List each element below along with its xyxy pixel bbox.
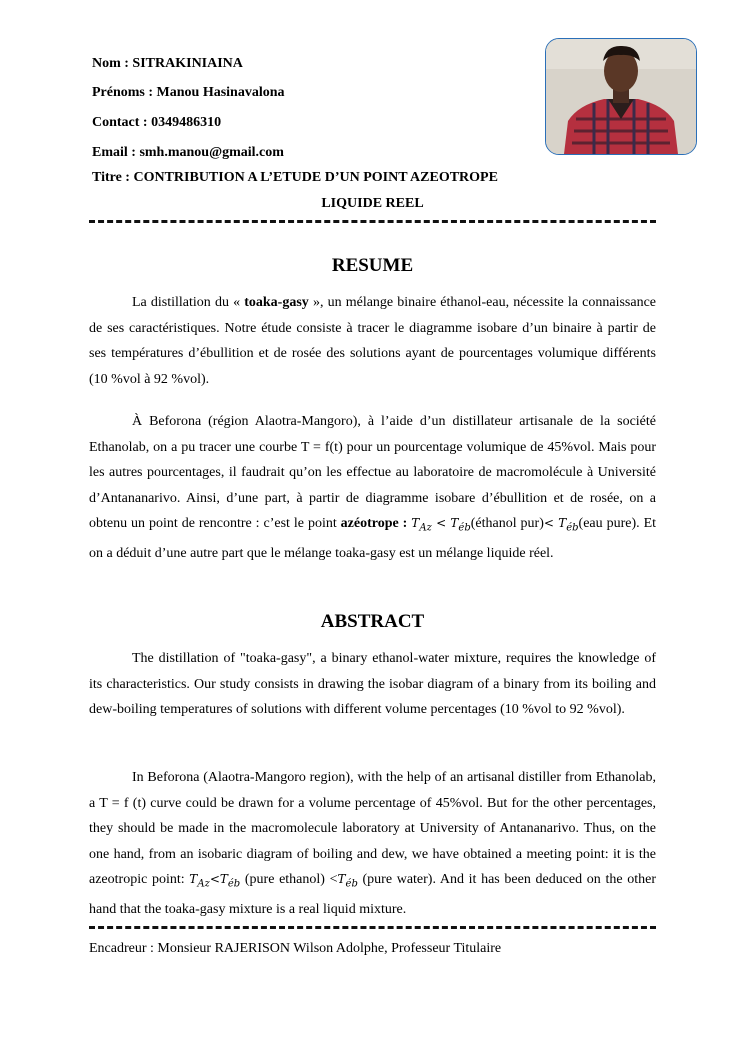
math-t: T [450,516,459,531]
math-sub-eb: éb [566,522,579,534]
resume-p2-text-b: (éthanol pur) [470,516,544,532]
divider-top [89,220,656,223]
resume-p2-bold: azéotrope : [340,516,408,532]
math-t-az [411,516,432,534]
abstract-paragraph-1: The distillation of "toaka-gasy", a binary ethanol-water mixture, requires the knowledge of its characteristics. Our study consists in drawing the isobar diagram of a binary from its boiling and dew-boiling temperatures of solutions with different volume percentages (10 %vol to 92 %vol). [89,651,656,718]
math-t-eb [219,872,241,890]
math-t: T [219,872,228,887]
math-t-eb [337,872,358,890]
resume-p1-bold: toaka-gasy [244,295,309,310]
abstract-p2-text-a: In Beforona (Alaotra-Mangoro region), with the help of an artisanal distiller from Ethanolab, a T = f (t) curve could be drawn for a volume percentage of 45%vol. But for the other percentages, they should be made in the macromolecule laboratory at University of Antananarivo. Thus, on the one hand, from an isobaric diagram of boiling and dew, we have obtained a meeting point: it is the azeotropic point: [89,770,656,888]
math-t: T [411,516,420,531]
student-first-names: Prénoms : Manou Hasinavalona [92,85,285,100]
math-lt: < [543,516,559,531]
divider-bottom [89,926,656,929]
student-name: Nom : SITRAKINIAINA [92,56,243,71]
supervisor-footer: Encadreur : Monsieur RAJERISON Wilson Adolphe, Professeur Titulaire [89,941,502,956]
resume-p2-text-c: (eau pure). Et on a déduit d’une autre part que le mélange toaka-gasy est un mélange liquide réel. [89,516,657,562]
resume-p2-text-a: À Beforona (région Alaotra-Mangoro), à l’aide d’un distillateur artisanale de la société Ethanolab, on a pu tracer une courbe T = f(t) pour un pourcentage volumique de 45%vol. Mais pour les autres pourcentages, il faudrait qu’on les effectue au laboratoire de macromolécule à Université d’Antananarivo. Ainsi, d’une part, à partir de diagramme isobare d’ébullition et de rosée, on a obtenu un point de rencontre : c’est le point [89,414,656,532]
math-sub-az: Az [197,878,210,890]
abstract-paragraph-2 [89,765,656,923]
math-t-eb [450,516,471,534]
resume-paragraph-2 [89,409,656,567]
math-t-eb [558,516,579,534]
math-lt: < [209,872,220,887]
math-sub-eb: éb [345,878,358,890]
abstract-p2-text-b: (pure ethanol) < [240,872,338,888]
math-sub-eb: éb [458,522,471,534]
resume-paragraph-1 [89,290,656,392]
math-t-az [189,872,210,890]
resume-heading: RESUME [331,255,414,276]
math-sub-az: Az [419,522,432,534]
resume-p1-text-b: », un mélange binaire éthanol-eau, nécessite la connaissance de ses caractéristiques. Notre étude consiste à tracer le diagramme isobare d’un binaire à partir de ses températures d’ébullition et de rosée des solutions ayant de pourcentages volumique différents (10 %vol à 92 %vol). [89,295,657,387]
thesis-title-line2: LIQUIDE REEL [321,196,424,211]
resume-p1-text-a: La distillation du « [132,295,245,310]
math-sub-eb: éb [227,878,241,890]
math-t: T [558,516,567,531]
abstract-heading: ABSTRACT [320,611,425,632]
student-contact: Contact : 0349486310 [92,115,222,130]
abstract-p2-text-c: (pure water). And it has been deduced on the other hand that the toaka-gasy mixture is a real liquid mixture. [89,872,656,918]
student-email: Email : smh.manou@gmail.com [92,145,284,160]
math-t: T [189,872,198,887]
student-photo [545,38,697,155]
thesis-title-line1: Titre : CONTRIBUTION A L’ETUDE D’UN POINT AZEOTROPE [92,170,498,185]
math-t: T [337,872,346,887]
math-lt: < [431,516,451,531]
